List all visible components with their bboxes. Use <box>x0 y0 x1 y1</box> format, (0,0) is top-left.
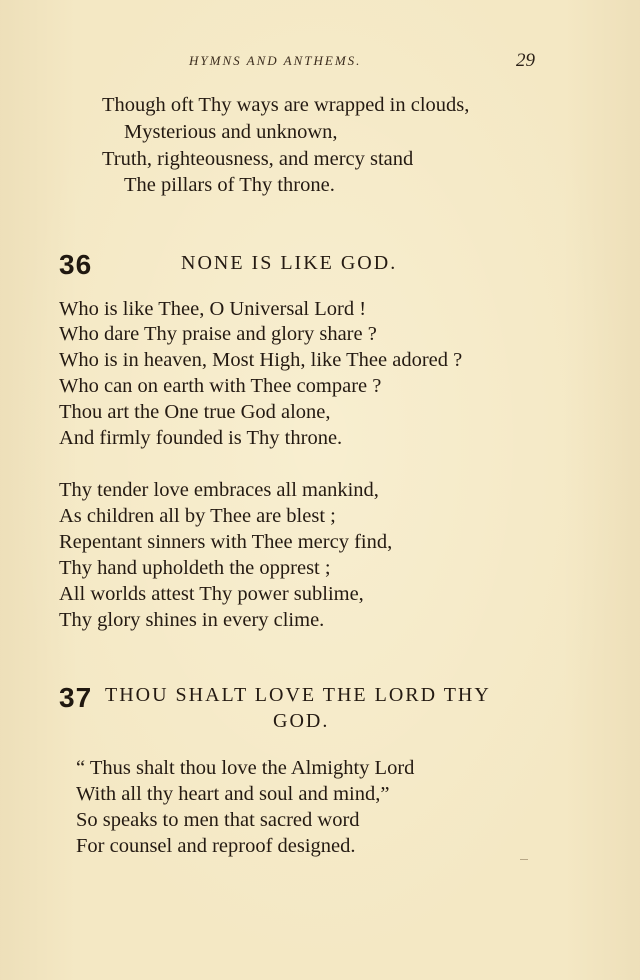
verse-line: For counsel and reproof designed. <box>76 835 356 857</box>
verse-line: Thou art the One true God alone, <box>59 401 331 423</box>
hymn-number: 36 <box>59 249 93 280</box>
verse-line: As children all by Thee are blest ; <box>59 505 336 527</box>
verse-line: Though oft Thy ways are wrapped in clouds, <box>102 94 470 116</box>
verse-line: Who is in heaven, Most High, like Thee adored ? <box>59 349 463 371</box>
verse-line: Who is like Thee, O Universal Lord ! <box>59 298 367 320</box>
verse-line: “ Thus shalt thou love the Almighty Lord <box>76 757 415 779</box>
verse-line: Thy glory shines in every clime. <box>59 609 325 631</box>
verse-line: The pillars of Thy throne. <box>124 174 335 196</box>
verse-line: Who can on earth with Thee compare ? <box>59 375 382 397</box>
hymn-title-continued: GOD. <box>273 710 330 732</box>
verse-line: And firmly founded is Thy throne. <box>59 427 343 449</box>
hymn-number: 37 <box>59 682 93 713</box>
verse-line: So speaks to men that sacred word <box>76 809 360 831</box>
verse-line: Who dare Thy praise and glory share ? <box>59 323 377 345</box>
hymn-title: NONE IS LIKE GOD. <box>181 252 398 274</box>
running-head: HYMNS AND ANTHEMS. <box>189 53 362 68</box>
verse-line: Thy tender love embraces all mankind, <box>59 479 379 501</box>
verse-line: All worlds attest Thy power sublime, <box>59 583 364 605</box>
verse-line: Repentant sinners with Thee mercy find, <box>59 531 393 553</box>
verse-line: With all thy heart and soul and mind,” <box>76 783 390 805</box>
verse-line: Truth, righteousness, and mercy stand <box>102 148 414 170</box>
verse-line: Thy hand upholdeth the opprest ; <box>59 557 331 579</box>
paper-speck <box>520 859 528 860</box>
verse-line: Mysterious and unknown, <box>124 121 338 143</box>
hymn-title: THOU SHALT LOVE THE LORD THY <box>105 684 491 706</box>
page-number: 29 <box>516 50 535 71</box>
